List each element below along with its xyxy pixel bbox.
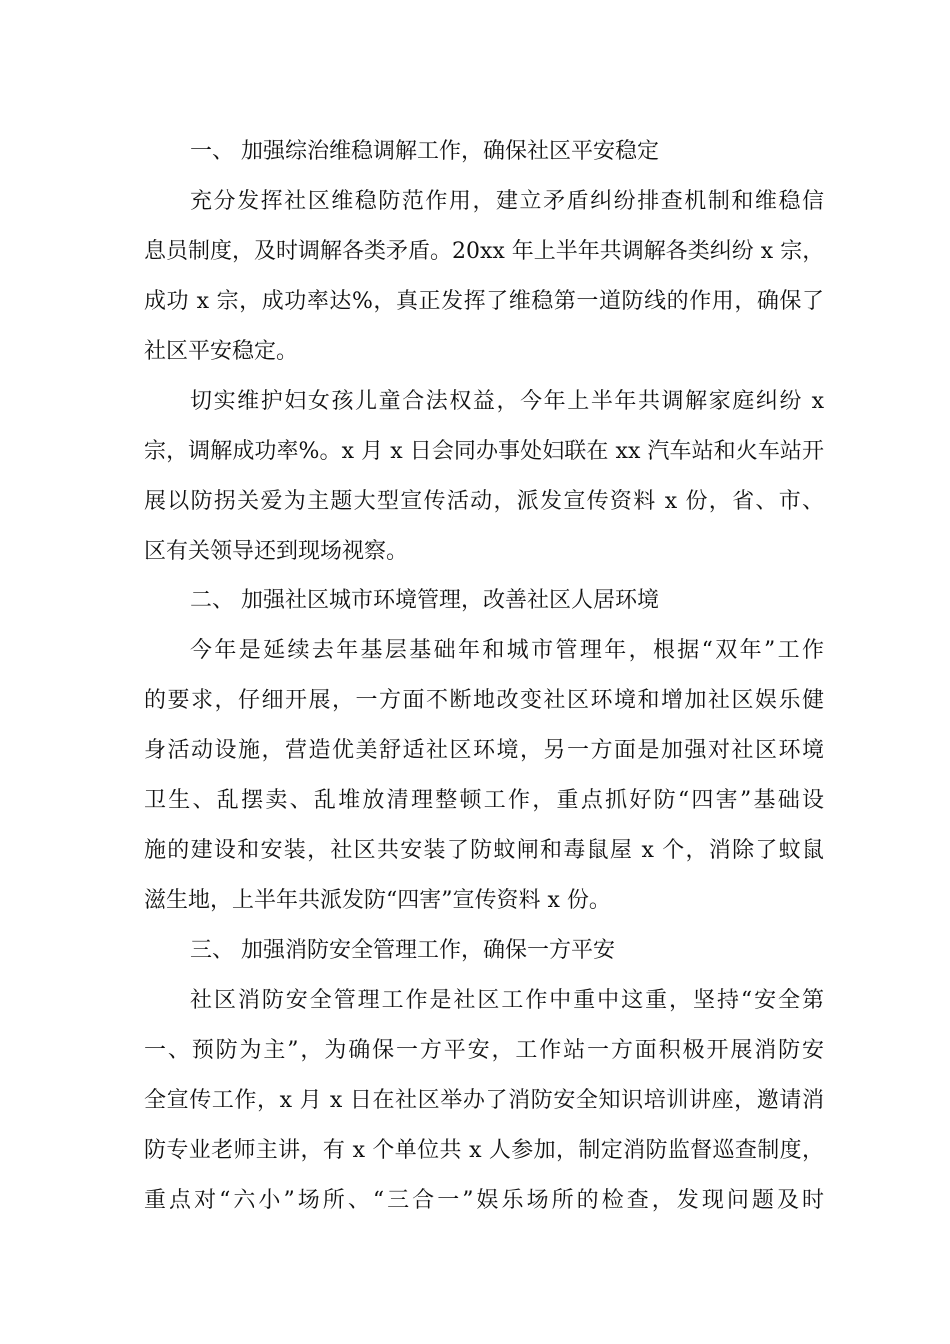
section-3-para-1-line-2: 一、预防为主”，为确保一方平安，工作站一方面积极开展消防安 — [144, 1038, 824, 1063]
section-3-para-1-line-4: 防专业老师主讲，有 x 个单位共 x 人参加，制定消防监督巡查制度， — [144, 1138, 824, 1163]
section-2-heading: 二、 加强社区城市环境管理，改善社区人居环境 — [190, 588, 659, 613]
section-2-para-1-line-3: 身活动设施，营造优美舒适社区环境，另一方面是加强对社区环境 — [144, 738, 824, 763]
section-1-para-1-line-3: 成功 x 宗，成功率达%，真正发挥了维稳第一道防线的作用，确保了 — [144, 289, 824, 314]
section-1-para-1-line-1: 充分发挥社区维稳防范作用，建立矛盾纠纷排查机制和维稳信 — [190, 189, 824, 214]
section-2-para-1-line-4: 卫生、乱摆卖、乱堆放清理整顿工作，重点抓好防“四害”基础设 — [144, 788, 824, 813]
section-1-heading: 一、 加强综治维稳调解工作，确保社区平安稳定 — [190, 139, 659, 164]
section-1-para-2-line-3: 展以防拐关爱为主题大型宣传活动，派发宣传资料 x 份，省、市、 — [144, 489, 824, 514]
section-3-heading: 三、 加强消防安全管理工作，确保一方平安 — [190, 938, 615, 963]
section-1-para-1-line-2: 息员制度，及时调解各类矛盾。20xx 年上半年共调解各类纠纷 x 宗， — [144, 239, 825, 264]
section-2-para-1-line-1: 今年是延续去年基层基础年和城市管理年，根据“双年”工作 — [190, 638, 824, 663]
section-1-para-2-line-2: 宗，调解成功率%。x 月 x 日会同办事处妇联在 xx 汽车站和火车站开 — [144, 439, 824, 464]
section-2-para-1-line-2: 的要求，仔细开展，一方面不断地改变社区环境和增加社区娱乐健 — [144, 688, 824, 713]
section-3-para-1-line-3: 全宣传工作，x 月 x 日在社区举办了消防安全知识培训讲座，邀请消 — [144, 1088, 824, 1113]
section-2-para-1-line-6: 滋生地，上半年共派发防“四害”宣传资料 x 份。 — [144, 888, 611, 913]
section-1-para-1-line-4: 社区平安稳定。 — [144, 339, 299, 364]
section-1-para-2-line-4: 区有关领导还到现场视察。 — [144, 539, 409, 564]
section-2-para-1-line-5: 施的建设和安装，社区共安装了防蚊闸和毒鼠屋 x 个，消除了蚊鼠 — [144, 838, 824, 863]
section-3-para-1-line-1: 社区消防安全管理工作是社区工作中重中这重，坚持“安全第 — [190, 988, 824, 1013]
section-3-para-1-line-5: 重点对“六小”场所、“三合一”娱乐场所的检查，发现问题及时 — [144, 1188, 824, 1213]
section-1-para-2-line-1: 切实维护妇女孩儿童合法权益，今年上半年共调解家庭纠纷 x — [190, 389, 824, 414]
